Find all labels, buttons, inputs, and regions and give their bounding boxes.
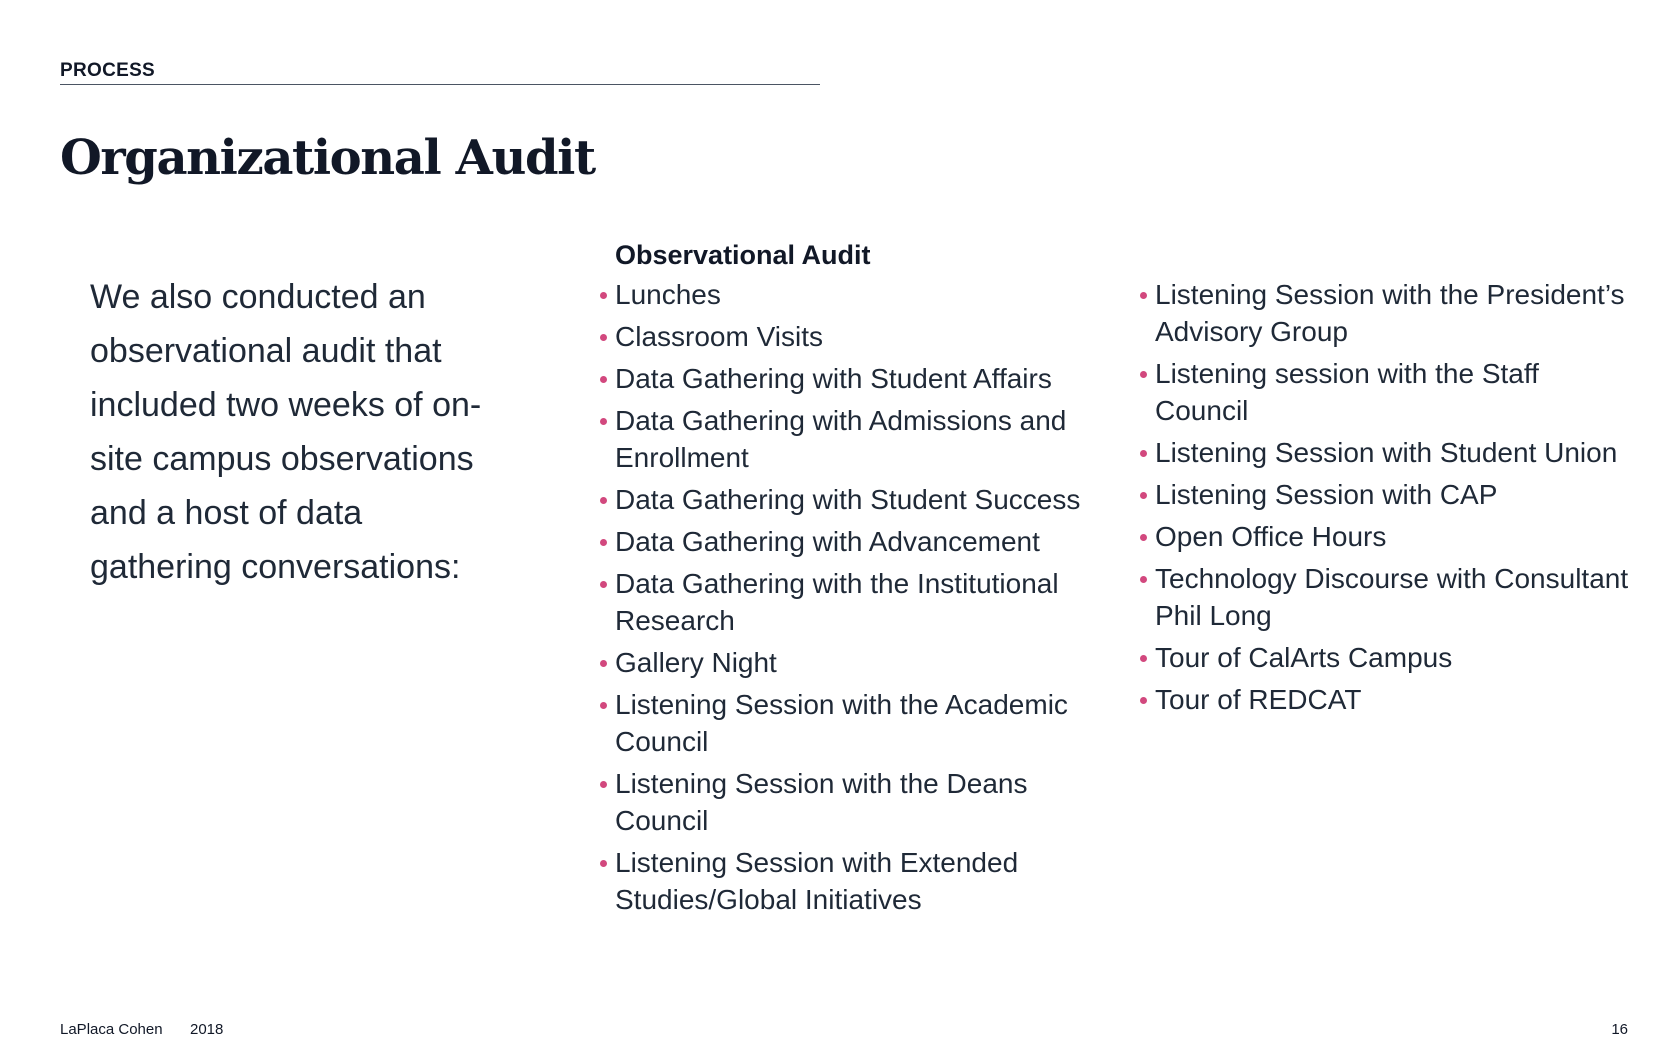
bullet-dot-icon — [1140, 697, 1147, 704]
list-item-text: Tour of CalArts Campus — [1155, 642, 1453, 673]
audit-list-column-2 — [1140, 276, 1640, 723]
bullet-dot-icon — [1140, 655, 1147, 662]
bullet-dot-icon — [1140, 371, 1147, 378]
list-item-text: Listening Session with CAP — [1155, 479, 1498, 510]
list-item-text: Listening Session with the President’s Advisory Group — [1155, 279, 1625, 347]
list-item — [600, 686, 1120, 760]
list-item — [600, 523, 1120, 560]
bullet-dot-icon — [600, 539, 607, 546]
bullet-dot-icon — [600, 860, 607, 867]
list-item-text: Lunches — [615, 279, 721, 310]
list-item-text: Data Gathering with the Institutional Research — [615, 568, 1059, 636]
bullet-dot-icon — [1140, 576, 1147, 583]
list-item — [1140, 276, 1640, 350]
audit-list-column-1 — [600, 276, 1120, 923]
list-item-text: Classroom Visits — [615, 321, 823, 352]
list-item-text: Listening Session with Extended Studies/Global Initiatives — [615, 847, 1019, 915]
bullet-dot-icon — [1140, 450, 1147, 457]
list-item-text: Data Gathering with Advancement — [615, 526, 1040, 557]
list-item — [600, 276, 1120, 313]
observational-audit-heading: Observational Audit — [615, 240, 871, 271]
bullet-dot-icon — [600, 497, 607, 504]
page-number: 16 — [1611, 1021, 1628, 1038]
bullet-dot-icon — [600, 660, 607, 667]
bullet-dot-icon — [600, 781, 607, 788]
list-item-text: Gallery Night — [615, 647, 777, 678]
list-item — [1140, 434, 1640, 471]
bullet-dot-icon — [1140, 492, 1147, 499]
list-item-text: Open Office Hours — [1155, 521, 1387, 552]
list-item-text: Data Gathering with Student Affairs — [615, 363, 1052, 394]
list-item-text: Listening Session with the Deans Council — [615, 768, 1028, 836]
list-item — [1140, 518, 1640, 555]
bullet-dot-icon — [600, 334, 607, 341]
list-item — [1140, 476, 1640, 513]
list-item-text: Tour of REDCAT — [1155, 684, 1362, 715]
page-title: Organizational Audit — [60, 130, 595, 187]
bullet-dot-icon — [600, 581, 607, 588]
list-item-text: Data Gathering with Admissions and Enrollment — [615, 405, 1067, 473]
bullet-dot-icon — [1140, 534, 1147, 541]
list-item-text: Listening session with the Staff Council — [1155, 358, 1539, 426]
intro-text: We also conducted an observational audit that included two weeks of on-site campus observations and a host of data gathering conversations: — [90, 278, 482, 586]
bullet-dot-icon — [600, 702, 607, 709]
bullet-dot-icon — [1140, 292, 1147, 299]
footer-brand: LaPlaca Cohen — [60, 1021, 163, 1038]
bullet-dot-icon — [600, 292, 607, 299]
list-item — [1140, 639, 1640, 676]
bullet-dot-icon — [600, 418, 607, 425]
list-item — [1140, 560, 1640, 634]
list-item — [600, 765, 1120, 839]
list-item-text: Technology Discourse with Consultant Phil Long — [1155, 563, 1629, 631]
list-item — [1140, 355, 1640, 429]
list-item — [600, 644, 1120, 681]
list-item-text: Listening Session with the Academic Council — [615, 689, 1068, 757]
list-item — [600, 318, 1120, 355]
list-item — [600, 565, 1120, 639]
list-item — [600, 402, 1120, 476]
list-item — [1140, 681, 1640, 718]
section-label: PROCESS — [60, 60, 156, 81]
list-item-text: Data Gathering with Student Success — [615, 484, 1081, 515]
list-item — [600, 360, 1120, 397]
footer-year: 2018 — [190, 1021, 224, 1038]
section-divider — [60, 84, 820, 85]
list-item — [600, 481, 1120, 518]
list-item-text: Listening Session with Student Union — [1155, 437, 1618, 468]
list-item — [600, 844, 1120, 918]
bullet-dot-icon — [600, 376, 607, 383]
